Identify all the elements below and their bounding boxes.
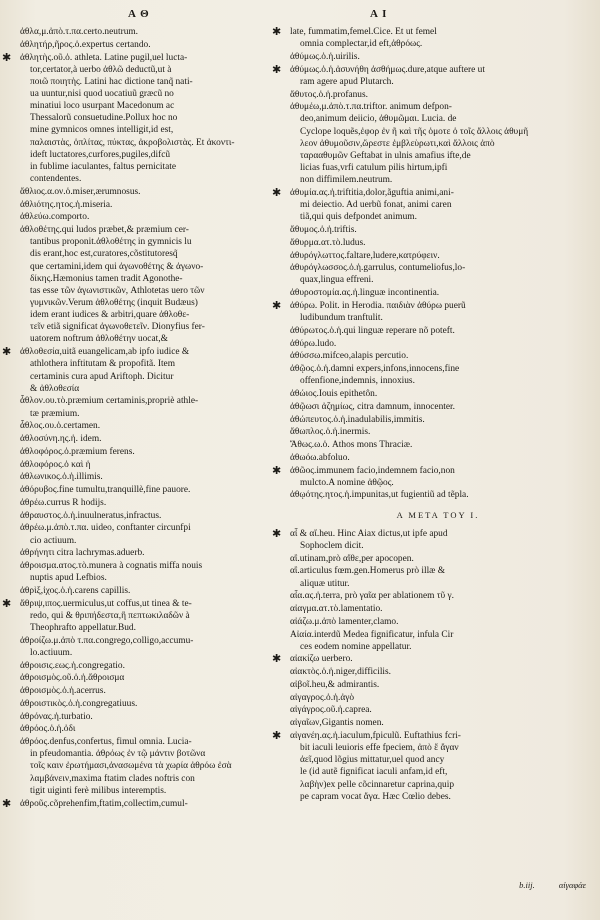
dictionary-entry: [272, 464, 586, 489]
dictionary-entry: [290, 401, 586, 413]
entry-line: ἀθωόω.abfoluo.: [290, 452, 350, 463]
entry-line: λαμβάνειν,maxima ftatim clades noftris con: [30, 773, 195, 784]
entry-line: ἀθύρω. Polit. in Herodia. παιδιὰν ἀθύρω puerũ: [290, 300, 466, 311]
dictionary-entry: [2, 51, 282, 186]
entry-line: ἀθυμία.ας.ἡ.triftitia,dolor,ãguftia animi,ani-: [290, 188, 454, 198]
entry-line: late, fummatim,femel.Cice. Et ut femel: [290, 27, 437, 37]
entry-line: & ἀθλοθεσία: [30, 383, 80, 394]
dictionary-entry: [290, 350, 586, 362]
dictionary-entry: [290, 51, 586, 63]
entry-line: dis erant,hoc est,curatores,cõstitutoresq̃: [30, 249, 178, 260]
entry-line: ἀθροιστικὸς.ὁ.ἡ.congregatiuus.: [20, 698, 138, 709]
entry-line: athlothera inftitutam & propofitã. Item: [30, 359, 176, 370]
dictionary-entry: [20, 723, 282, 735]
dictionary-entry: [2, 797, 282, 810]
entry-line: certaminis cura apud Ariftoph. Dicitur: [30, 371, 174, 382]
dictionary-entry: [20, 459, 282, 471]
entry-line: licias fuas,vrfi catulum pilis hirtum,ipfi: [300, 163, 448, 174]
entry-line: tor,certator,à uerbo ἀθλῶ deductũ,ut à: [30, 64, 172, 75]
entry-line: ἀθύσσω.mifceo,alapis percutio.: [290, 351, 409, 362]
dictionary-entry: [290, 489, 586, 501]
entry-line: ἀθρόος.denfus,confertus, fimul omnia. Lucia-: [20, 737, 192, 748]
entry-line: ἀθῷωσι ἀζημίως, citra damnum, innocenter.: [290, 401, 455, 412]
asterisk-marker-icon: ✱: [272, 464, 282, 477]
running-head-right: Α Ι: [370, 8, 388, 20]
entry-line: λαβὴν)ex pelle cõcinnaretur caprina,quip: [300, 779, 455, 790]
entry-line: ἄθλιος.α.ον.ὁ.miser,ærumnosus.: [20, 186, 141, 197]
entry-line: γυμνικῶν.Verum ἀθλοθέτης (inquit Budæus): [30, 298, 198, 308]
entry-line: ludibundum tranftulit.: [300, 313, 383, 324]
entry-line: ἀθῳότης.ητος.ἡ.impunitas,ut fugientiũ ad tẽpla.: [290, 490, 469, 501]
entry-line: ἀθρέω.currus R hodijs.: [20, 497, 107, 508]
dictionary-entry: [272, 187, 586, 223]
dictionary-entry: [290, 603, 586, 615]
entry-line: tas esse τῶν ἀγωνιστικῶν, Athlotetas uero τῶν: [30, 285, 205, 296]
entry-line: ἀθλητήρ,ῆρος.ὁ.expertus certando.: [20, 39, 151, 50]
right-column-top: [272, 26, 586, 502]
right-column-bottom: [272, 527, 586, 803]
dictionary-entry: [272, 63, 586, 88]
entry-line: αἶ & αἴ.heu. Hinc Aiax dictus,ut ipfe apud: [290, 528, 448, 539]
dictionary-entry: [290, 679, 586, 691]
entry-line: ἀθυρόγλωττος.faltare,ludere,κατρύφειν.: [290, 250, 440, 261]
asterisk-marker-icon: ✱: [2, 597, 12, 610]
entry-line: ἀθόρυβος.fine tumultu,tranquillè,fine pauore.: [20, 485, 191, 496]
entry-line: mi deiectio. Ad uerbũ fonat, animi caren: [300, 200, 452, 211]
entry-line: ποιῶ ποιητὴς. Latini hac dictione tanq̃ nati-: [30, 76, 193, 87]
entry-line: in pfeudomantia. ἀθρόως ἐν τῷ μάντιν βοτῶνα: [30, 749, 206, 760]
dictionary-entry: [20, 224, 282, 346]
entry-line: ἀθρόος.ὁ.ἡ.ὀδι: [20, 724, 76, 735]
entry-line: τεῖν etiã significat ἀγωνοθετεῖν. Dionyfius fer-: [30, 322, 205, 333]
asterisk-marker-icon: ✱: [272, 26, 282, 38]
dictionary-entry: [20, 585, 282, 597]
entry-line: Ἄθως.ω.ὁ. Athos mons Thraciæ.: [290, 440, 413, 451]
dictionary-entry: [272, 26, 586, 50]
dictionary-entry: [290, 629, 586, 653]
dictionary-entry: [20, 446, 282, 458]
dictionary-entry: [20, 635, 282, 659]
entry-line: ἀθρέω.μ.ἀπὸ.τ.πα. uideo, conftanter circunfpi: [20, 523, 191, 534]
dictionary-entry: [290, 553, 586, 565]
entry-line: Sophoclem dicit.: [300, 540, 364, 551]
entry-line: ἀθυρόγλωσσος.ὁ.ἡ.garrulus, contumeliofus,lo-: [290, 263, 466, 274]
entry-line: ἄθυμος.ὁ.ἡ.triftis.: [290, 225, 357, 236]
asterisk-marker-icon: ✱: [272, 653, 282, 666]
running-head-left: Α Θ: [128, 8, 150, 20]
entry-line: ἀθροισμα.ατος.τὸ.munera à cognatis miffa nouis: [20, 561, 203, 571]
right-column: [272, 26, 586, 804]
entry-line: αἰακτὸς.ὁ.ἡ.niger,difficilis.: [290, 667, 392, 678]
dictionary-entry: [290, 338, 586, 350]
entry-line: le (id autẽ fignificat iaculi anfam,id eft,: [300, 767, 448, 778]
entry-line: αἰγαγρος.ὁ.ἡ.ἀγὸ: [290, 692, 355, 703]
entry-line: tigit uiginti ferè milibus interemptis.: [30, 785, 167, 796]
dictionary-entry: [272, 527, 586, 552]
asterisk-marker-icon: ✱: [272, 187, 282, 199]
dictionary-entry: [290, 590, 586, 602]
entry-line: αἰγανέη.ας.ἡ.iaculum,fpiculũ. Euftathius fcri-: [290, 730, 461, 741]
dictionary-entry: [290, 666, 586, 678]
entry-line: ἀθροισμὸς.οῦ.ὁ.ἡ.ἄθροισμα: [20, 673, 125, 684]
dictionary-entry: [20, 660, 282, 672]
entry-line: ces eodem nomine appellatur.: [300, 641, 412, 652]
entry-line: ἀθύμως.ὁ.ἡ.ἀσυνήθη ἀσθήμως.dure,atque auftere ut: [290, 64, 485, 75]
dictionary-entry: [272, 729, 586, 803]
entry-line: bit iaculi leuioris effe fpeciem, ἀπὸ ἔ ἄγαν: [300, 743, 459, 754]
signature-line: [519, 880, 586, 890]
dictionary-entry: [20, 685, 282, 697]
entry-line: ἀθυροστομία.ας.ἡ.linguæ incontinentia.: [290, 288, 440, 299]
asterisk-marker-icon: ✱: [272, 299, 282, 312]
entry-line: offenfione,indemnis, innoxius.: [300, 376, 415, 387]
entry-line: Cyclope loquẽs,ἐφορ ἐν ῆ καὶ τῆς ὁμοτε ὁ τοῖς ἄλλοις ἀθυμῆ: [300, 126, 529, 137]
dictionary-entry: [20, 211, 282, 223]
entry-line: non diffimilem.neutrum.: [300, 175, 393, 186]
entry-line: ua uuntur,nisi quod uocatiuũ græcũ no: [30, 88, 174, 99]
entry-line: ἀθλοσύνη.ης.ἡ. idem.: [20, 434, 102, 445]
entry-line: redo, qui & θριπήδεστα,ἢ πεπτωκιλαδῶν à: [30, 610, 190, 621]
entry-line: αἲ.utinam,prò αἴθε,per apocopen.: [290, 553, 414, 564]
dictionary-entry: [20, 497, 282, 509]
entry-line: Theophrafto appellatur.Bud.: [30, 622, 136, 633]
entry-line: αἶα.ας.ἡ.terra, prò γαῖα per ablationem τῦ γ.: [290, 591, 454, 602]
entry-line: in fublime iaculantes, faltus pernicitate: [30, 161, 177, 172]
entry-line: ἀθύμως.ὁ.ἡ.uirilis.: [290, 51, 360, 62]
entry-line: ἀθῷος.ὁ.ἡ.damni expers,infons,innocens,fine: [290, 364, 460, 375]
dictionary-entry: [20, 26, 282, 38]
entry-line: αἰαγμα.ατ.τὸ.lamentatio.: [290, 604, 383, 615]
dictionary-entry: [20, 199, 282, 211]
entry-line: λεον ἀθυμοῦσιν,ὥρεστε ἐμβλεὺρωτι,καὶ ἄλλοις ἀπὸ: [300, 138, 495, 149]
entry-line: ἀθώιος.Iouis epithetôn.: [290, 389, 378, 400]
dictionary-entry: [290, 426, 586, 438]
entry-line: ἀθρόνας.ἡ.turbatio.: [20, 711, 93, 722]
entry-line: uatorem noftrum ἀθλοθέτην uocat,&: [30, 334, 168, 345]
entry-line: ἄθυτος.ὁ.ἡ.profanus.: [290, 89, 368, 100]
entry-line: mine gymnicos omnes intelligit,id est,: [30, 125, 174, 136]
entry-line: αἰάζω.μ.ἀπὸ lamenter,clamo.: [290, 616, 399, 627]
entry-line: ἀθροισμὸς.ὁ.ἡ.acerrus.: [20, 686, 106, 697]
entry-line: ἄθυρμα.ατ.τὸ.ludus.: [290, 237, 366, 248]
asterisk-marker-icon: ✱: [2, 797, 12, 810]
asterisk-marker-icon: ✱: [2, 51, 12, 64]
asterisk-marker-icon: ✱: [272, 527, 282, 540]
dictionary-entry: [20, 522, 282, 546]
dictionary-entry: [20, 186, 282, 198]
entry-line: aliquæ utitur.: [300, 578, 350, 589]
entry-line: ἀθύρωτος.ὁ.ἡ.qui linguæ reperare nõ poteft.: [290, 325, 455, 336]
entry-line: αἰγαῖων,Gigantis nomen.: [290, 718, 384, 729]
entry-line: idem erant iudices & arbitri,quare ἀθλοθε-: [30, 310, 190, 321]
dictionary-entry: [290, 565, 586, 589]
dictionary-entry: [290, 101, 586, 186]
entry-line: mulcto.A nomine ἀθῷος.: [300, 477, 394, 488]
dictionary-entry: [290, 287, 586, 299]
dictionary-entry: [20, 547, 282, 559]
dictionary-entry: [2, 346, 282, 395]
dictionary-entry: [20, 672, 282, 684]
entry-line: ἄθριψ,ιπος.uermiculus,ut coffus,ut tinea & te-: [20, 598, 192, 609]
dictionary-entry: [290, 363, 586, 387]
entry-line: ἆθλον.ου.τὸ.præmium certaminis,propriè athle-: [20, 396, 199, 407]
dictionary-entry: [290, 439, 586, 451]
entry-line: ἀθλητὴς.οῦ.ὁ. athleta. Latine pugil,uel lucta-: [20, 52, 188, 63]
dictionary-entry: [290, 237, 586, 249]
entry-line: ἀθύρω.ludo.: [290, 338, 337, 349]
dictionary-entry: [20, 420, 282, 432]
dictionary-entry: [290, 224, 586, 236]
asterisk-marker-icon: ✱: [2, 346, 12, 359]
dictionary-entry: [290, 704, 586, 716]
asterisk-marker-icon: ✱: [272, 63, 282, 76]
entry-line: Αἰαία.interdũ Medea fignificatur, infula Cir: [290, 629, 454, 640]
entry-line: ἀθλιότης.ητος.ἡ.miseria.: [20, 199, 113, 210]
asterisk-marker-icon: ✱: [272, 729, 282, 742]
dictionary-entry: [290, 616, 586, 628]
entry-line: ταρααθυμῶν Geftabat in ulnis amafius ifte,de: [300, 150, 471, 161]
entry-line: ἀθώπευτος.ὁ.ἡ.inadulabilis,immitis.: [290, 414, 425, 425]
dictionary-entry: [290, 414, 586, 426]
entry-line: lo.actiuum.: [30, 647, 73, 658]
dictionary-entry: [290, 692, 586, 704]
entry-line: αἲ.articulus fœm.gen.Homerus prò illæ &: [290, 566, 446, 577]
dictionary-entry: [20, 510, 282, 522]
dictionary-entry: [20, 395, 282, 419]
dictionary-entry: [2, 597, 282, 634]
entry-line: παλαιστὰς, ὁπλίτας, πύκτας, ἀκροβολιστὰς. Et ἀκοντι-: [30, 137, 235, 148]
signature-mark: b.iij.: [519, 880, 535, 890]
dictionary-entry: [20, 433, 282, 445]
entry-line: ἀθλοφόρος.ὁ.præmium ferens.: [20, 446, 135, 457]
entry-line: ἄθωπλος.ὁ.ἡ.inermis.: [290, 427, 371, 438]
entry-line: ἀθῶος.immunem facio,indemnem facio,non: [290, 465, 455, 476]
entry-line: ἀθλα,μ.ἀπὸ.τ.πα.certo.neutrum.: [20, 27, 139, 37]
entry-line: αἰγάγρος.οῦ.ἡ.caprea.: [290, 705, 372, 716]
dictionary-entry: [290, 262, 586, 286]
dictionary-entry: [290, 325, 586, 337]
entry-line: que certamini,idem qui ἀγωνοθέτης & ἀγωνο-: [30, 261, 204, 272]
entry-line: pe capram vocat ἄγα. Hæc Cœlio debes.: [300, 791, 451, 802]
entry-line: ἀθλοφόρος.ὁ καὶ ἡ: [20, 459, 91, 470]
section-heading: A META TOY I.: [396, 509, 480, 520]
entry-line: cio actiuum.: [30, 535, 77, 546]
dictionary-entry: [290, 89, 586, 101]
dictionary-entry: [290, 717, 586, 729]
entry-line: tantibus proponit.ἀθλοθέτης in gymnicis lu: [30, 237, 192, 248]
entry-line: omnia complectar,id eft,ἀθρόως.: [300, 39, 423, 50]
left-column: [2, 26, 282, 810]
dictionary-entry: [272, 653, 586, 666]
dictionary-entry: [20, 471, 282, 483]
entry-line: contendentes.: [30, 174, 82, 185]
entry-line: deo,animum deiicio, ἀθυμῶμαι. Lucia. de: [300, 114, 457, 125]
entry-line: δίκης.Hæmonius tamen tradit Agonothe-: [30, 273, 183, 284]
entry-line: ἀθλοθέτης.qui ludos præbet,& præmium cer-: [20, 225, 189, 236]
dictionary-entry: [20, 39, 282, 51]
entry-line: tæ præmium.: [30, 408, 80, 419]
entry-line: ἀθρὶξ,ἰχος.ὁ.ἡ.carens capillis.: [20, 585, 131, 596]
entry-line: ἀθροῦς.cõprehenfim,ftatim,collectim,cumul-: [20, 798, 188, 809]
entry-line: Thessalorũ consuetudine.Pollux hoc no: [30, 113, 178, 124]
entry-line: ἀθυμέω,μ.ἀπὸ.τ.πα.triftor. animum defpon-: [290, 102, 452, 113]
dictionary-entry: [290, 452, 586, 464]
entry-line: tiã,qui quis defpondet animum.: [300, 212, 417, 223]
entry-line: quax,lingua effreni.: [300, 275, 374, 286]
entry-line: ἀεῖ,quod lõgius mittatur,uel quod ancy: [300, 755, 445, 766]
dictionary-entry: [20, 484, 282, 496]
dictionary-entry: [290, 388, 586, 400]
dictionary-entry: [290, 250, 586, 262]
entry-line: nuptis apud Lefbios.: [30, 573, 107, 584]
catchword: αἰγαφάε: [558, 880, 586, 890]
entry-line: ideft luctatores,curfores,pugiles,difcũ: [30, 149, 171, 160]
entry-line: ἀθλοθεσία,uitã euangelicam,ab ipfo iudice &: [20, 347, 190, 358]
entry-line: ἆθλος.ου.ὁ.certamen.: [20, 421, 101, 432]
entry-line: ἀθροισις.εως.ἡ.congregatio.: [20, 660, 125, 671]
entry-line: ἀθρήνητι citra lachrymas.aduerb.: [20, 548, 145, 559]
entry-line: ἀθραυστος.ὁ.ἡ.inuulneratus,infractus.: [20, 510, 162, 521]
entry-line: αἰβοῖ.heu,& admirantis.: [290, 679, 380, 690]
dictionary-entry: [20, 711, 282, 723]
dictionary-entry: [20, 736, 282, 797]
dictionary-entry: [20, 560, 282, 584]
entry-line: minatiui loco usurpant Macedonum ac: [30, 101, 175, 112]
entry-line: ram agere apud Plutarch.: [300, 76, 394, 87]
entry-line: ἀθλεύω.comporto.: [20, 212, 90, 223]
entry-line: ἀθλωνικος.ὁ.ἡ.illimis.: [20, 472, 103, 483]
entry-line: τοῖς καιν ἐρωτήμασι,ἀνασωμένα τὰ χωρία ἀθρόω ἐσὰ: [30, 761, 232, 772]
dictionary-entry: [20, 698, 282, 710]
entry-line: αἰακίζω uerbero.: [290, 654, 353, 665]
entry-line: ἀθροίζω.μ.ἀπὸ τ.πα.congrego,colligo,accumu-: [20, 635, 194, 646]
dictionary-entry: [272, 299, 586, 324]
